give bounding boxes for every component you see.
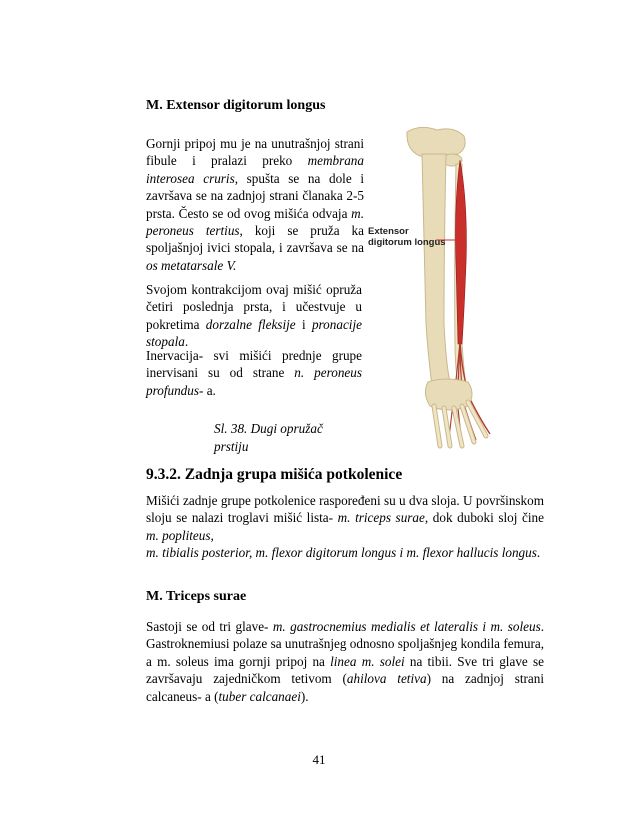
page-number: 41 — [312, 752, 326, 767]
subsection-heading: 9.3.2. Zadnja grupa mišića potkolenice — [146, 466, 403, 483]
paragraph-posterior-group: Mišići zadnje grupe potkolenice raspoređeni su u dva sloja. U površinskom sloju se nalazi troglavi mišić lista- m. triceps surae, dok duboki sloj čine m. popliteus, m. tibialis posterior, m. flexor digitorum longus i m. flexor hallucis longus. — [146, 493, 544, 561]
leg-anatomy-illustration — [362, 124, 527, 449]
paragraph-innervation: Inervacija- svi mišići prednje grupe inervisani su od strane n. peroneus profundus- a. — [146, 348, 362, 398]
tibia-shape — [422, 154, 450, 386]
section-heading-extensor: M. Extensor digitorum longus — [146, 98, 326, 113]
leg-bones-muscle-drawing — [362, 124, 527, 449]
section-heading-triceps: M. Triceps surae — [146, 589, 247, 604]
paragraph-function: Svojom kontrakcijom ovaj mišić opruža četiri poslednja prsta, i učestvuje u pokretima dorzalne fleksije i pronacije stopala. — [146, 282, 362, 350]
muscle-label-line2: digitorum longus — [368, 237, 446, 248]
muscle-label-line1: Extensor — [368, 226, 409, 237]
extensor-muscle-shape — [456, 160, 467, 344]
knee-joint-shape — [407, 127, 465, 156]
paragraph-triceps-surae: Sastoji se od tri glave- m. gastrocnemius medialis et lateralis i m. soleus. Gastroknemiusi polaze sa unutrašnjeg odnosno spoljašnjeg kondila femura, a m. soleus ima gornji pripoj na linea m. solei na tibii. Sve tri glave se završavaju zajedničkom tetivom (ahilova tetiva) na zadnjoj strani calcaneus- a (tuber calcanaei). — [146, 619, 545, 704]
paragraph-origin-insertion: Gornji pripoj mu je na unutrašnjoj strani fibule i pralazi preko membrana interosea cruris, spušta se na dole i završava se na zadnjoj strani članaka 2-5 prsta. Često se od ovog mišića odvaja m. peroneus tertius, koji se pruža ka spoljašnjoj ivici stopala, i završava se na os metatarsale V. — [146, 136, 365, 273]
figure-caption: Sl. 38. Dugi opružač prstiju — [214, 421, 323, 454]
